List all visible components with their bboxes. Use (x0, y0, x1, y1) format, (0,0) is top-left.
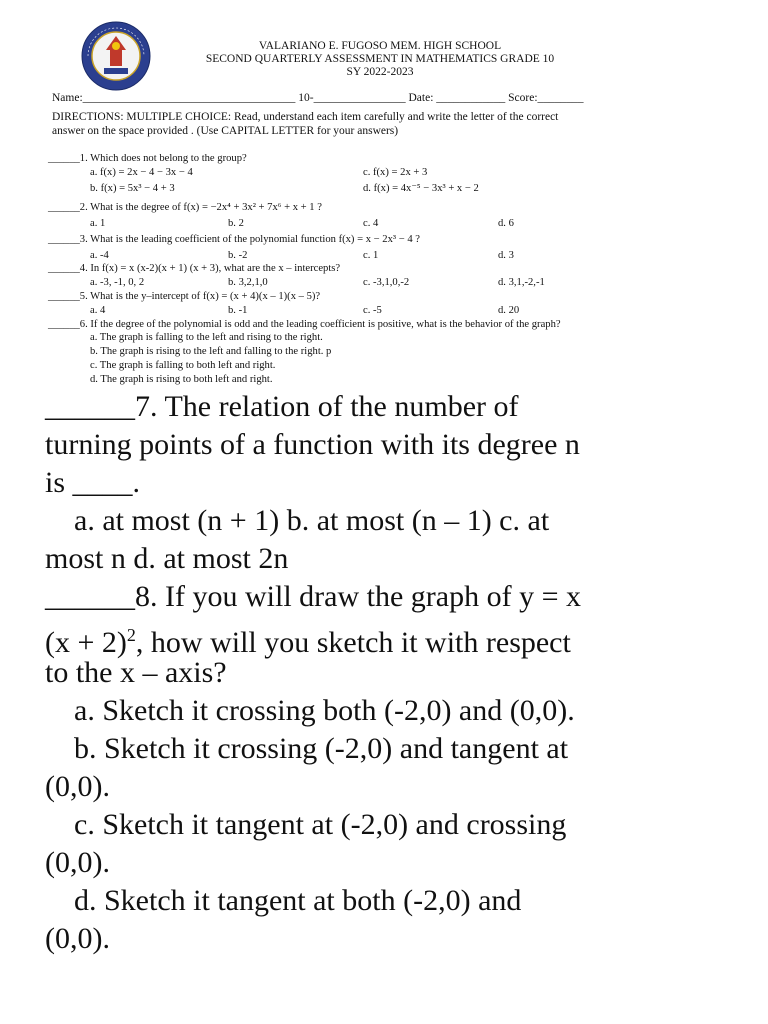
assessment-title: SECOND QUARTERLY ASSESSMENT IN MATHEMATICS GRADE 10 (205, 53, 555, 65)
q7-options-line-2: most n d. at most 2n (45, 542, 289, 575)
q5-stem: ______5. What is the y–intercept of f(x) = (x + 4)(x – 1)(x – 5)? (48, 291, 321, 302)
student-info-line[interactable]: Name:_____________________________________ 10-________________ Date: ____________ Score:________ (52, 92, 584, 104)
q3-stem: ______3. What is the leading coefficient of the polynomial function f(x) = x − 2x³ − 4 ? (48, 234, 420, 245)
q2-option-a: a. 1 (90, 218, 106, 229)
q8-option-d-line-2: (0,0). (45, 922, 110, 955)
q4-option-b: b. 3,2,1,0 (228, 277, 268, 288)
q8-line-2-rest: , how will you sketch it with respect (135, 626, 571, 659)
q8-option-d-line-1: d. Sketch it tangent at both (-2,0) and (74, 884, 522, 917)
q5-option-a: a. 4 (90, 305, 106, 316)
q4-option-c: c. -3,1,0,-2 (363, 277, 410, 288)
q7-line-1: ______7. The relation of the number of (45, 390, 519, 423)
q8-expr: (x + 2) (45, 626, 127, 659)
q8-option-b-line-1: b. Sketch it crossing (-2,0) and tangent at (74, 732, 569, 765)
directions (52, 110, 722, 138)
q7-line-2: turning points of a function with its degree n (45, 428, 580, 461)
q8-line-3: to the x – axis? (45, 656, 227, 689)
q1-option-a: a. f(x) = 2x − 4 − 3x − 4 (90, 167, 193, 178)
q2-option-c: c. 4 (363, 218, 379, 229)
school-year: SY 2022-2023 (346, 66, 414, 78)
q3-option-c: c. 1 (363, 250, 379, 261)
q6-option-a: a. The graph is falling to the left and rising to the right. (90, 332, 323, 343)
q8-option-a: a. Sketch it crossing both (-2,0) and (0,0). (74, 694, 575, 727)
school-header (150, 40, 610, 79)
q5-option-d: d. 20 (498, 305, 520, 316)
school-name: VALARIANO E. FUGOSO MEM. HIGH SCHOOL (258, 40, 502, 52)
q5-option-c: c. -5 (363, 305, 382, 316)
q6-option-b: b. The graph is rising to the left and falling to the right. p (90, 346, 332, 357)
q2-option-b: b. 2 (228, 218, 244, 229)
q3-option-a: a. -4 (90, 250, 109, 261)
q6-option-d: d. The graph is rising to both left and right. (90, 374, 273, 385)
q8-exponent: 2 (126, 625, 136, 645)
q8-option-b-line-2: (0,0). (45, 770, 110, 803)
q1-option-c: c. f(x) = 2x + 3 (363, 167, 428, 178)
q8-option-c-line-2: (0,0). (45, 846, 110, 879)
q2-stem: ______2. What is the degree of f(x) = −2x⁴ + 3x² + 7x⁶ + x + 1 ? (48, 202, 322, 213)
q5-option-b: b. -1 (228, 305, 248, 316)
q1-stem: ______1. Which does not belong to the group? (48, 153, 247, 164)
q3-option-b: b. -2 (228, 250, 248, 261)
q8-line-1: ______8. If you will draw the graph of y = x (45, 580, 581, 613)
q4-option-a: a. -3, -1, 0, 2 (90, 277, 145, 288)
q7-options-line-1: a. at most (n + 1) b. at most (n – 1) c. at (74, 504, 550, 537)
q6-option-c: c. The graph is falling to both left and right. (90, 360, 276, 371)
q4-option-d: d. 3,1,-2,-1 (498, 277, 545, 288)
deped-seal-logo (80, 20, 152, 92)
q1-option-d: d. f(x) = 4x⁻⁵ − 3x³ + x − 2 (363, 183, 479, 194)
q8-option-c-line-1: c. Sketch it tangent at (-2,0) and crossing (74, 808, 567, 841)
q2-option-d: d. 6 (498, 218, 514, 229)
q7-line-3: is ____. (45, 466, 141, 499)
q3-option-d: d. 3 (498, 250, 514, 261)
q4-stem: ______4. In f(x) = x (x-2)(x + 1) (x + 3), what are the x – intercepts? (48, 263, 341, 274)
directions-line-2: answer on the space provided . (Use CAPITAL LETTER for your answers) (52, 125, 399, 137)
q6-stem: ______6. If the degree of the polynomial is odd and the leading coefficient is positive, what is the behavior of the graph? (48, 319, 561, 330)
directions-line-1: DIRECTIONS: MULTIPLE CHOICE: Read, understand each item carefully and write the letter of the correct (52, 111, 559, 123)
q1-option-b: b. f(x) = 5x³ − 4 + 3 (90, 183, 175, 194)
